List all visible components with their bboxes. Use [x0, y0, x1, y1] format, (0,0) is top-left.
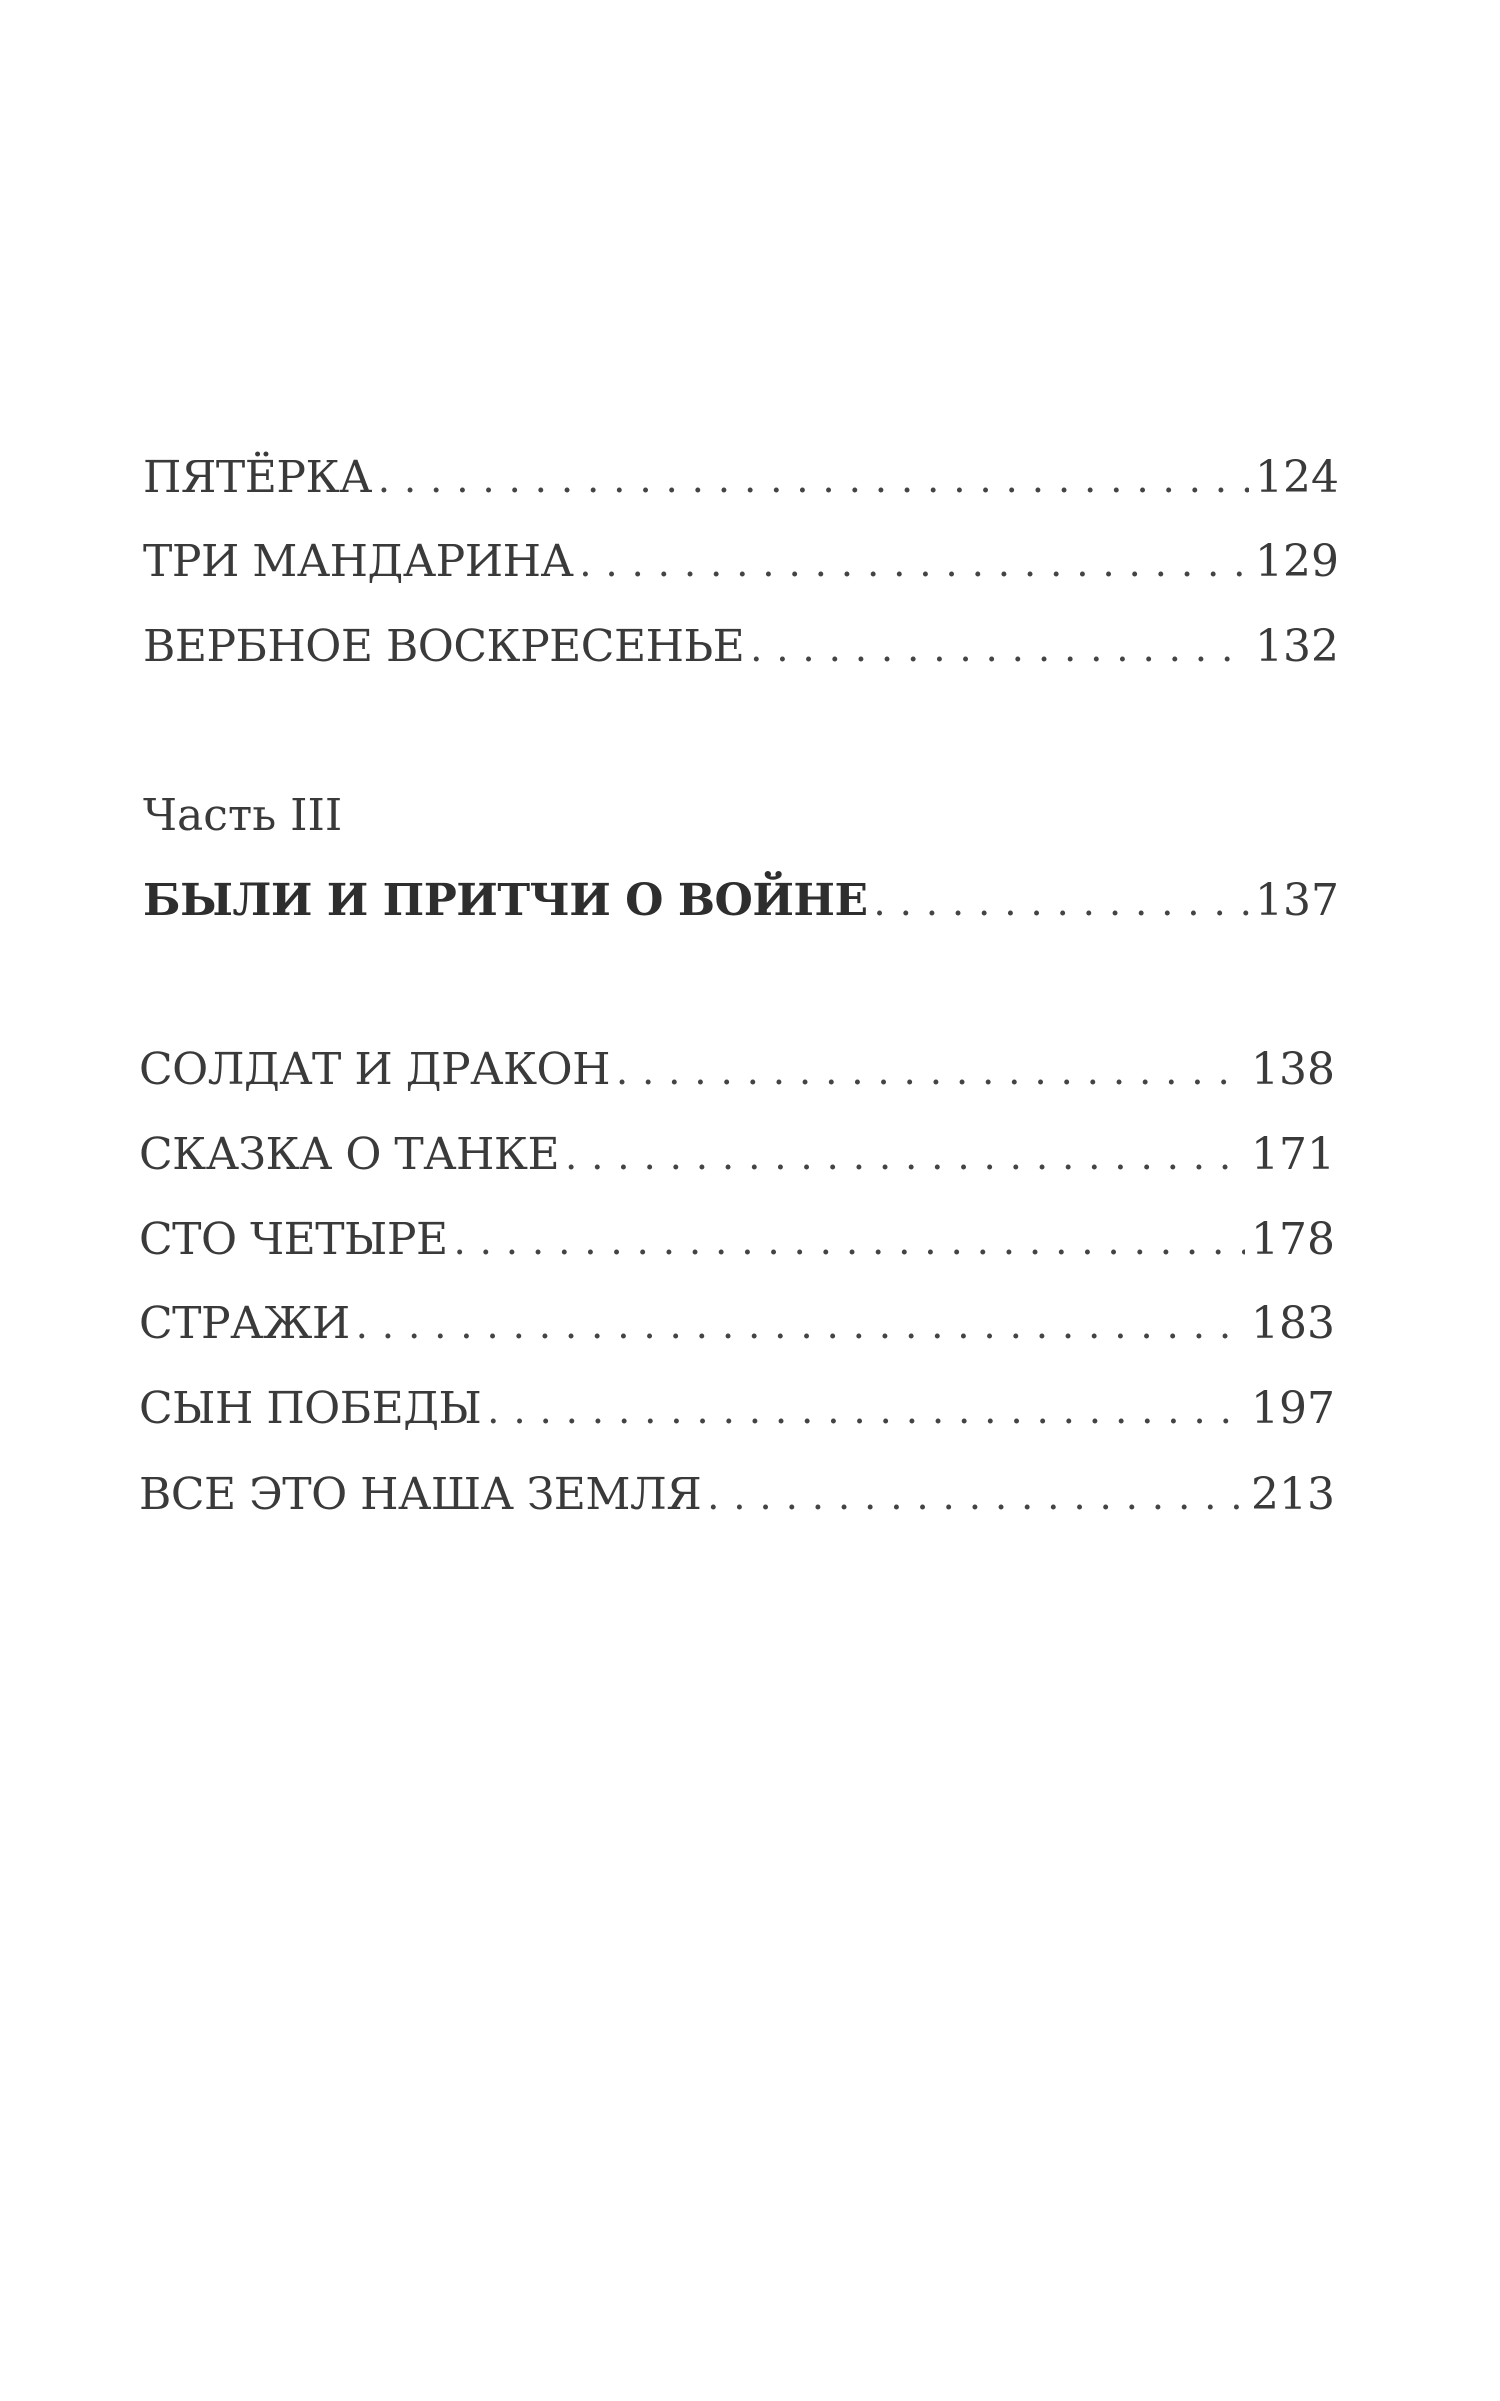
toc-entry	[139, 1379, 1335, 1439]
dot-leader	[487, 1380, 1245, 1440]
dot-leader	[378, 449, 1249, 509]
toc-entry	[139, 1125, 1335, 1185]
dot-leader	[750, 618, 1249, 678]
toc-entry	[143, 448, 1339, 508]
toc-entry-page: 213	[1251, 1469, 1335, 1520]
toc-entry-title: ВСЕ ЭТО НАША ЗЕМЛЯ	[139, 1469, 702, 1520]
toc-entry	[139, 1294, 1335, 1354]
toc-entry-title: СОЛДАТ И ДРАКОН	[139, 1044, 610, 1095]
toc-entry-title: СЫН ПОБЕДЫ	[139, 1383, 482, 1434]
toc-entry-page: 129	[1255, 536, 1339, 587]
toc-entry	[143, 617, 1339, 677]
part-label: Часть III	[143, 790, 343, 841]
toc-entry-title: ПЯТЁРКА	[143, 452, 372, 503]
toc-entry-page: 178	[1251, 1214, 1335, 1265]
toc-entry-title: СКАЗКА О ТАНКЕ	[139, 1129, 560, 1180]
toc-entry-page: 171	[1251, 1129, 1335, 1180]
part-heading-page: 137	[1255, 875, 1339, 926]
toc-entry-page: 132	[1255, 621, 1339, 672]
part-heading-title: БЫЛИ И ПРИТЧИ О ВОЙНЕ	[143, 875, 868, 926]
dot-leader	[565, 1126, 1245, 1186]
toc-entry-page: 183	[1251, 1298, 1335, 1349]
dot-leader	[356, 1295, 1245, 1355]
toc-entry	[139, 1210, 1335, 1270]
dot-leader	[616, 1041, 1245, 1101]
toc-entry	[143, 532, 1339, 592]
toc-entry-title: ТРИ МАНДАРИНА	[143, 536, 574, 587]
toc-entry-page: 138	[1251, 1044, 1335, 1095]
toc-entry-title: СТО ЧЕТЫРЕ	[139, 1214, 448, 1265]
part-heading-entry	[143, 871, 1339, 931]
dot-leader	[874, 872, 1249, 932]
toc-entry	[139, 1040, 1335, 1100]
toc-entry-title: СТРАЖИ	[139, 1298, 350, 1349]
toc-entry-page: 124	[1255, 452, 1339, 503]
toc-entry	[139, 1465, 1335, 1525]
dot-leader	[454, 1211, 1245, 1271]
dot-leader	[707, 1466, 1245, 1526]
toc-entry-title: ВЕРБНОЕ ВОСКРЕСЕНЬЕ	[143, 621, 745, 672]
toc-entry-page: 197	[1251, 1383, 1335, 1434]
dot-leader	[579, 533, 1249, 593]
